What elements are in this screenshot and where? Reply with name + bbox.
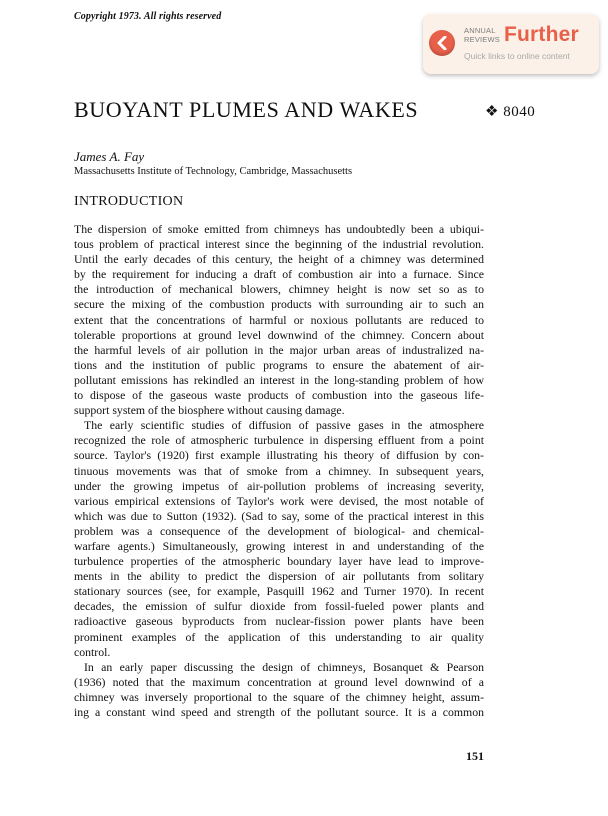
text-line: ments in the ability to predict the dispersion of air pollutants from solitary (74, 569, 484, 584)
further-logo-text: Further (504, 23, 579, 46)
text-line: problem was a consequence of the development of biological- and chemical- (74, 523, 484, 538)
section-heading: INTRODUCTION (74, 194, 184, 209)
text-line: recognized the role of atmospheric turbulence in dispersing effluent from a point (74, 433, 484, 448)
text-line: tinuous movements was that of smoke from a chimney. In subsequent years, (74, 463, 484, 478)
annual-reviews-label (464, 26, 500, 44)
text-line: The early scientific studies of diffusion of passive gases in the atmosphere (84, 418, 484, 433)
annual-reviews-further-badge[interactable] (423, 14, 599, 74)
annual-text: ANNUAL (464, 26, 496, 35)
text-line: support system of the biosphere without causing damage. (74, 403, 345, 418)
article-code: ❖ 8040 (485, 104, 536, 120)
text-line: tolerable proportions at ground level downwind of the chimney. Concern about (74, 327, 484, 342)
text-line: stationary sources (see, for example, Pasquill 1962 and Turner 1970). In recent (74, 584, 484, 599)
article-title: BUOYANT PLUMES AND WAKES (74, 97, 419, 122)
back-arrow-icon[interactable] (429, 30, 455, 56)
reviews-text: REVIEWS (464, 35, 500, 44)
further-subtitle[interactable]: Quick links to online content (464, 51, 570, 61)
text-line: The dispersion of smoke emitted from chimneys has undoubtedly been a ubiqui- (74, 222, 484, 236)
text-line: various empirical extensions of Taylor's work were devised, the most notable of (74, 493, 484, 508)
text-line: the introduction of mechanical blowers, chimney height is now set so as to (74, 282, 484, 297)
text-line: chimney was inversely proportional to the square of the chimney height, assum- (74, 689, 484, 704)
text-line: radioactive gaseous byproducts from nuclear-fission power plants have been (74, 614, 484, 629)
copyright-notice: Copyright 1973. All rights reserved (74, 11, 222, 22)
text-line: extent that the concentrations of harmful or noxious pollutants are reduced to (74, 312, 484, 327)
text-line: prominent examples of the application of this understanding to air quality (74, 629, 484, 644)
text-line: which was due to Sutton (1932). (Sad to say, some of the practical interest in this (74, 508, 484, 523)
text-line: source. Taylor's (1920) first example illustrating his theory of diffusion by con- (74, 448, 484, 463)
text-line: to dispose of the gaseous waste products of combustion into the gaseous life- (74, 388, 484, 403)
text-line: turbulence properties of the atmospheric boundary layer have lead to improve- (74, 554, 484, 569)
text-line: secure the mixing of the combustion products with surrounding air to such an (74, 297, 484, 312)
text-line: tous problem of practical interest since the beginning of the industrial revolution. (74, 237, 484, 252)
text-line: pollutant emissions has rekindled an interest in the long-standing problem of how (74, 372, 484, 387)
text-line: the harmful levels of air pollution in the major urban areas of industralized na- (74, 342, 484, 357)
text-line: Until the early decades of this century, the height of a chimney was determined (74, 252, 484, 267)
text-line: control. (74, 644, 111, 659)
text-line: (1936) noted that the maximum concentration at ground level downwind of a (74, 674, 484, 689)
body-text (74, 222, 484, 720)
text-line: under the growing impetus of air-pollution problems of increasing severity, (74, 478, 484, 493)
page-number: 151 (466, 749, 484, 763)
text-line: by the requirement for inducing a draft of combustion air into a furnace. Since (74, 267, 484, 282)
text-line: In an early paper discussing the design of chimneys, Bosanquet & Pearson (84, 659, 484, 674)
author-affiliation: Massachusetts Institute of Technology, Cambridge, Massachusetts (74, 166, 353, 177)
text-line: warfare agents.) Simultaneously, growing interest in and understanding of the (74, 538, 484, 553)
text-line: tions and the institution of public programs to ensure the abatement of air- (74, 357, 484, 372)
author-name: James A. Fay (74, 149, 145, 164)
text-line: ing a constant wind speed and strength of the pollutant source. It is a common (74, 705, 484, 719)
text-line: decades, the emission of sulfur dioxide from fossil-fueled power plants and (74, 599, 484, 614)
